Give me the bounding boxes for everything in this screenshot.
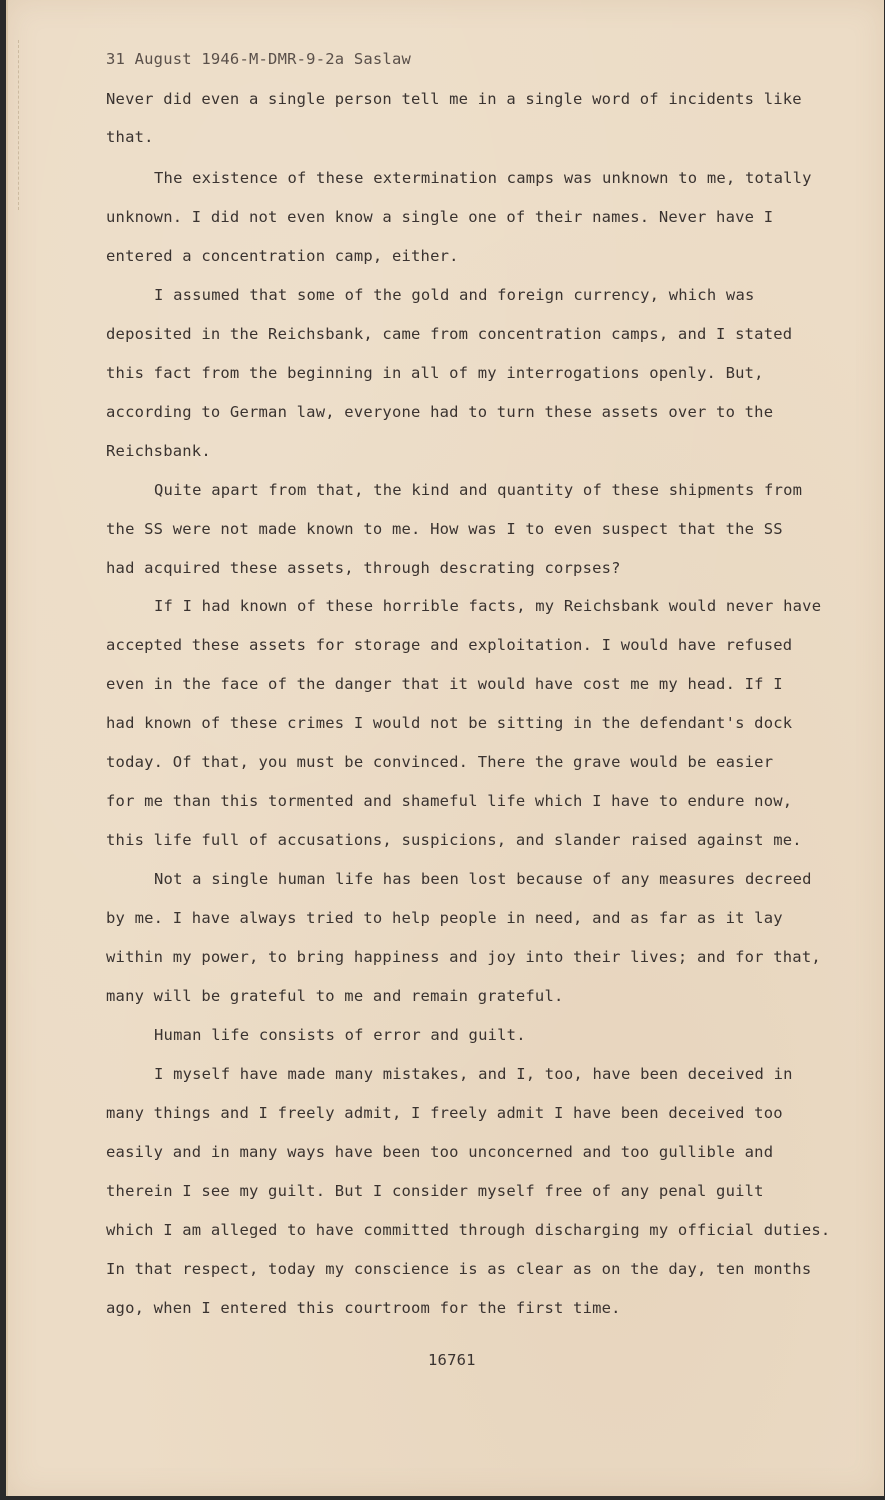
text-line: this life full of accusations, suspicions, and slander raised against me. <box>106 831 802 849</box>
text-line: accepted these assets for storage and exploitation. I would have refused <box>106 636 793 654</box>
text-line: for me than this tormented and shameful life which I have to endure now, <box>106 792 793 810</box>
text-line: which I am alleged to have committed through discharging my official duties. <box>106 1221 831 1239</box>
text-line: the SS were not made known to me. How was I to even suspect that the SS <box>106 520 783 538</box>
text-line: this fact from the beginning in all of my interrogations openly. But, <box>106 364 764 382</box>
document-header: 31 August 1946-M-DMR-9-2a Saslaw <box>106 50 412 68</box>
text-line: Reichsbank. <box>106 442 211 460</box>
text-line: I assumed that some of the gold and foreign currency, which was <box>154 286 755 304</box>
text-line: that. <box>106 128 154 146</box>
text-line: unknown. I did not even know a single one of their names. Never have I <box>106 208 774 226</box>
text-line: by me. I have always tried to help people in need, and as far as it lay <box>106 909 783 927</box>
text-line: according to German law, everyone had to turn these assets over to the <box>106 403 774 421</box>
text-line: therein I see my guilt. But I consider myself free of any penal guilt <box>106 1182 764 1200</box>
text-line: Not a single human life has been lost because of any measures decreed <box>154 870 812 888</box>
text-line: ago, when I entered this courtroom for the first time. <box>106 1299 621 1317</box>
page-number: 16761 <box>428 1351 476 1369</box>
text-line: had known of these crimes I would not be sitting in the defendant's dock <box>106 714 793 732</box>
text-line: The existence of these extermination camps was unknown to me, totally <box>154 169 812 187</box>
torn-edge <box>8 40 19 210</box>
text-line: even in the face of the danger that it would have cost me my head. If I <box>106 675 783 693</box>
text-line: easily and in many ways have been too unconcerned and too gullible and <box>106 1143 774 1161</box>
text-line: Quite apart from that, the kind and quantity of these shipments from <box>154 481 803 499</box>
text-line: today. Of that, you must be convinced. There the grave would be easier <box>106 753 774 771</box>
text-line: If I had known of these horrible facts, my Reichsbank would never have <box>154 597 822 615</box>
text-line: In that respect, today my conscience is as clear as on the day, ten months <box>106 1260 812 1278</box>
text-line: many things and I freely admit, I freely admit I have been deceived too <box>106 1104 783 1122</box>
document-page <box>6 0 884 1496</box>
text-line: deposited in the Reichsbank, came from concentration camps, and I stated <box>106 325 793 343</box>
text-line: Never did even a single person tell me in a single word of incidents like <box>106 90 802 108</box>
text-line: within my power, to bring happiness and joy into their lives; and for that, <box>106 948 821 966</box>
text-line: Human life consists of error and guilt. <box>154 1026 526 1044</box>
text-line: had acquired these assets, through descrating corpses? <box>106 559 621 577</box>
text-line: entered a concentration camp, either. <box>106 247 459 265</box>
text-line: many will be grateful to me and remain grateful. <box>106 987 564 1005</box>
text-line: I myself have made many mistakes, and I, too, have been deceived in <box>154 1065 793 1083</box>
